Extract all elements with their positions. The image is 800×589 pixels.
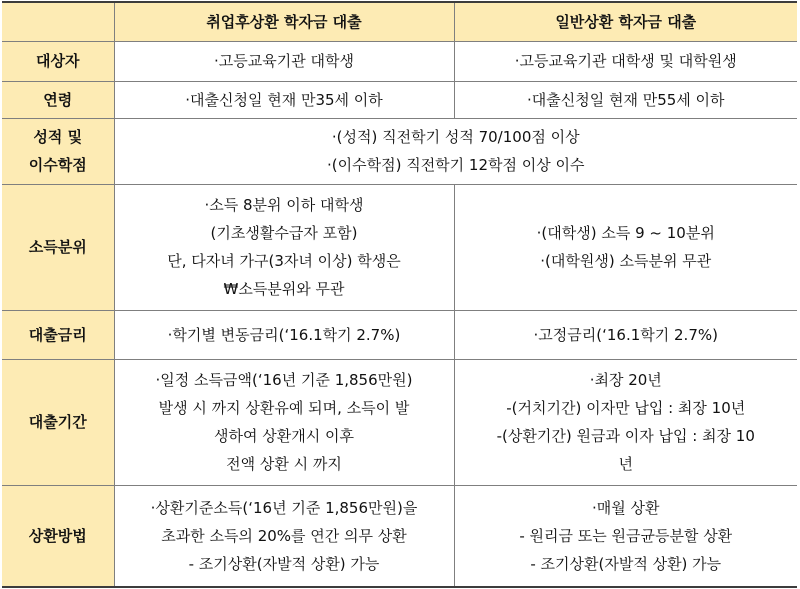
grade-requirement-line: ·(이수학점) 직전학기 12학점 이상 이수 [327, 156, 585, 174]
income-income-contingent [114, 184, 454, 310]
row-label-target: 대상자 [2, 41, 114, 81]
row-label-grade-line: 성적 및 [33, 128, 83, 146]
target-general: ·고등교육기관 대학생 및 대학원생 [454, 41, 797, 81]
repay-line: ·매월 상환 [592, 498, 660, 517]
row-rate [2, 310, 797, 359]
repay-line: - 원리금 또는 원금균등분할 상환 [519, 526, 733, 545]
repay-line: - 조기상환(자발적 상환) 가능 [188, 554, 380, 573]
repay-line: ·상환기준소득(‘16년 기준 1,856만원)을 [150, 498, 418, 517]
header-corner [2, 2, 114, 41]
income-line: ·(대학원생) 소득분위 무관 [540, 252, 712, 270]
row-period [2, 359, 797, 485]
row-repay [2, 485, 797, 587]
period-line: 발생 시 까지 상환유예 되며, 소득이 발 [158, 399, 410, 417]
grade-requirement-line: ·(성적) 직전학기 성적 70/100점 이상 [331, 128, 580, 146]
income-line: ₩소득분위와 무관 [223, 280, 345, 298]
row-label-repay: 상환방법 [2, 485, 114, 587]
income-line: ·소득 8분위 이하 대학생 [204, 196, 364, 214]
repay-line: 초과한 소득의 20%를 연간 의무 상환 [161, 526, 407, 545]
row-label-rate: 대출금리 [2, 310, 114, 359]
income-line: ·(대학생) 소득 9 ~ 10분위 [536, 224, 715, 242]
age-general: ·대출신청일 현재 만55세 이하 [454, 81, 797, 118]
row-grade [2, 118, 797, 184]
header-general-repayment: 일반상환 학자금 대출 [454, 2, 797, 41]
period-general [454, 359, 797, 485]
row-label-income: 소득분위 [2, 184, 114, 310]
row-income [2, 184, 797, 310]
row-label-grade-line: 이수학점 [28, 156, 87, 174]
rate-income-contingent: ·학기별 변동금리(‘16.1학기 2.7%) [114, 310, 454, 359]
header-income-contingent: 취업후상환 학자금 대출 [114, 2, 454, 41]
period-line: ·일정 소득금액(‘16년 기준 1,856만원) [155, 371, 413, 389]
period-line: 전액 상환 시 까지 [226, 455, 342, 473]
repay-income-contingent [114, 485, 454, 587]
row-label-grade [2, 118, 114, 184]
period-line: 년 [618, 455, 633, 473]
rate-general: ·고정금리(‘16.1학기 2.7%) [454, 310, 797, 359]
repay-general [454, 485, 797, 587]
row-target [2, 41, 797, 81]
income-line: 단, 다자녀 가구(3자녀 이상) 학생은 [167, 252, 401, 270]
period-line: -(거치기간) 이자만 납입 : 최장 10년 [506, 399, 746, 417]
grade-requirement-merged [114, 118, 797, 184]
row-label-period: 대출기간 [2, 359, 114, 485]
period-line: -(상환기간) 원금과 이자 납입 : 최장 10 [496, 427, 755, 445]
age-income-contingent: ·대출신청일 현재 만35세 이하 [114, 81, 454, 118]
income-general [454, 184, 797, 310]
row-age [2, 81, 797, 118]
income-line: (기초생활수급자 포함) [210, 224, 358, 242]
repay-line: - 조기상환(자발적 상환) 가능 [530, 554, 722, 573]
period-income-contingent [114, 359, 454, 485]
period-line: 생하여 상환개시 이후 [214, 427, 354, 445]
row-label-age: 연령 [2, 81, 114, 118]
header-row [2, 2, 797, 41]
loan-comparison-table [2, 1, 797, 588]
period-line: ·최장 20년 [589, 371, 662, 389]
target-income-contingent: ·고등교육기관 대학생 [114, 41, 454, 81]
